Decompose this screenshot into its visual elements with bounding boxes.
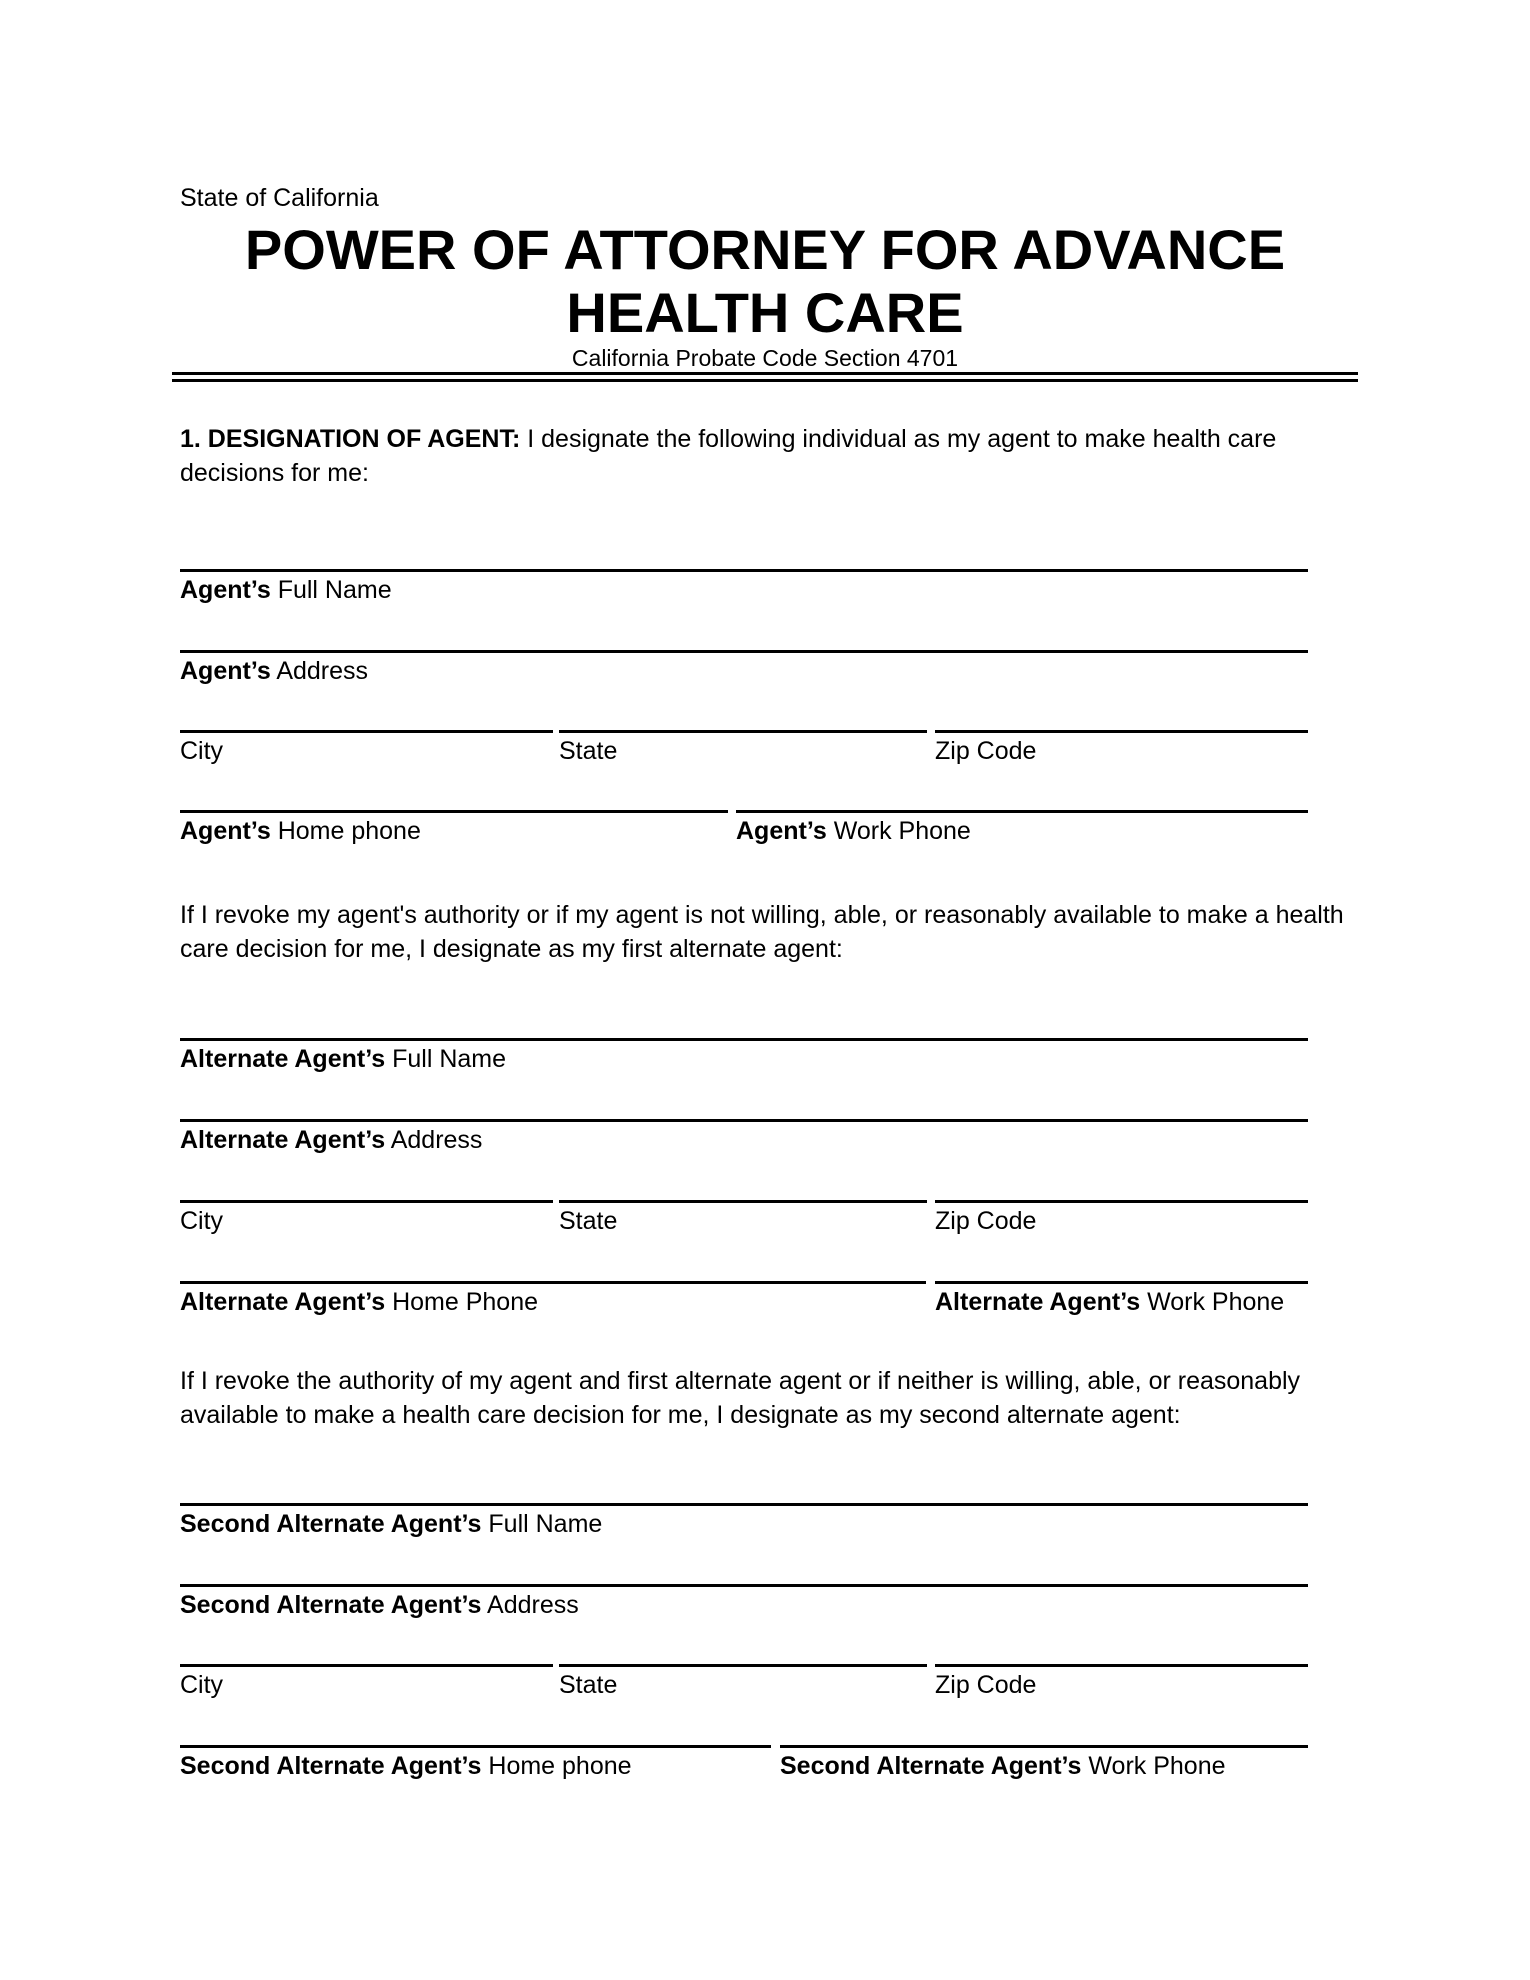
agent-state-input-line[interactable] bbox=[559, 730, 927, 766]
alternate-state-input-line[interactable] bbox=[559, 1200, 927, 1236]
form-title-line1: POWER OF ATTORNEY FOR ADVANCE bbox=[244, 218, 1286, 281]
agent-home-phone-label: Agent’s Home phone bbox=[180, 817, 421, 845]
second-alternate-work-phone-input-line[interactable] bbox=[780, 1745, 1308, 1781]
second-alternate-paragraph: If I revoke the authority of my agent and first alternate agent or if neither is willing, able, or reasonably available to make a health care decision for me, I designate as my second alternate agent: bbox=[180, 1367, 1301, 1429]
second-alternate-address-input-line[interactable] bbox=[180, 1584, 1308, 1620]
alternate-work-phone-input-line[interactable] bbox=[935, 1281, 1308, 1317]
alternate-home-phone-input-line[interactable] bbox=[180, 1281, 926, 1317]
form-title bbox=[0, 218, 1530, 344]
alternate-address-input-line[interactable] bbox=[180, 1119, 1308, 1155]
agent-phones-row bbox=[180, 810, 1308, 846]
alternate-zip-input-line[interactable] bbox=[935, 1200, 1308, 1236]
second-alternate-address-label: Second Alternate Agent’s Address bbox=[180, 1591, 579, 1619]
form-title-line2: HEALTH CARE bbox=[566, 281, 964, 344]
agent-address-input-line[interactable] bbox=[180, 650, 1308, 686]
designation-of-agent-paragraph: 1. DESIGNATION OF AGENT: I designate the following individual as my agent to make health care decisions for me: bbox=[180, 425, 1277, 487]
alternate-home-phone-label: Alternate Agent’s Home Phone bbox=[180, 1288, 539, 1316]
second-alternate-zip-label: Zip Code bbox=[935, 1671, 1037, 1699]
agent-work-phone-label: Agent’s Work Phone bbox=[736, 817, 971, 845]
alternate-city-state-zip-row bbox=[180, 1200, 1308, 1236]
agent-city-state-zip-row bbox=[180, 730, 1308, 766]
alternate-full-name-input-line[interactable] bbox=[180, 1038, 1308, 1074]
agent-city-input-line[interactable] bbox=[180, 730, 553, 766]
second-alternate-city-label: City bbox=[180, 1671, 224, 1699]
agent-zip-input-line[interactable] bbox=[935, 730, 1308, 766]
alternate-state-label: State bbox=[559, 1207, 618, 1235]
agent-address-row bbox=[180, 650, 1308, 686]
second-alternate-work-phone-label: Second Alternate Agent’s Work Phone bbox=[780, 1752, 1226, 1780]
agent-home-phone-input-line[interactable] bbox=[180, 810, 728, 846]
second-alternate-home-phone-label: Second Alternate Agent’s Home phone bbox=[180, 1752, 632, 1780]
second-alternate-city-state-zip-row bbox=[180, 1664, 1308, 1700]
second-alternate-home-phone-input-line[interactable] bbox=[180, 1745, 771, 1781]
second-alternate-full-name-input-line[interactable] bbox=[180, 1503, 1308, 1539]
alternate-work-phone-label: Alternate Agent’s Work Phone bbox=[935, 1288, 1285, 1316]
second-alternate-state-label: State bbox=[559, 1671, 618, 1699]
second-alternate-address-row bbox=[180, 1584, 1308, 1620]
alternate-city-input-line[interactable] bbox=[180, 1200, 553, 1236]
agent-state-label: State bbox=[559, 737, 618, 765]
second-alternate-city-input-line[interactable] bbox=[180, 1664, 553, 1700]
second-alternate-zip-input-line[interactable] bbox=[935, 1664, 1308, 1700]
second-alternate-state-input-line[interactable] bbox=[559, 1664, 927, 1700]
second-alternate-phones-row bbox=[180, 1745, 1308, 1781]
agent-full-name-input-line[interactable] bbox=[180, 569, 1308, 605]
agent-city-label: City bbox=[180, 737, 224, 765]
second-alternate-full-name-label: Second Alternate Agent’s Full Name bbox=[180, 1510, 603, 1538]
form-subtitle: California Probate Code Section 4701 bbox=[571, 345, 959, 371]
alternate-full-name-row bbox=[180, 1038, 1308, 1074]
agent-zip-label: Zip Code bbox=[935, 737, 1037, 765]
alternate-address-label: Alternate Agent’s Address bbox=[180, 1126, 483, 1154]
second-alternate-full-name-row bbox=[180, 1503, 1308, 1539]
agent-work-phone-input-line[interactable] bbox=[736, 810, 1308, 846]
agent-address-label: Agent’s Address bbox=[180, 657, 369, 685]
alternate-phones-row bbox=[180, 1281, 1308, 1317]
first-alternate-paragraph: If I revoke my agent's authority or if my agent is not willing, able, or reasonably available to make a health care decision for me, I designate as my first alternate agent: bbox=[180, 901, 1344, 963]
agent-full-name-label: Agent’s Full Name bbox=[180, 576, 392, 604]
agent-full-name-row bbox=[180, 569, 1308, 605]
alternate-address-row bbox=[180, 1119, 1308, 1155]
state-line: State of California bbox=[180, 184, 379, 212]
section-heading: 1. DESIGNATION OF AGENT: bbox=[180, 425, 521, 453]
alternate-full-name-label: Alternate Agent’s Full Name bbox=[180, 1045, 507, 1073]
alternate-city-label: City bbox=[180, 1207, 224, 1235]
alternate-zip-label: Zip Code bbox=[935, 1207, 1037, 1235]
header-divider bbox=[172, 372, 1358, 382]
